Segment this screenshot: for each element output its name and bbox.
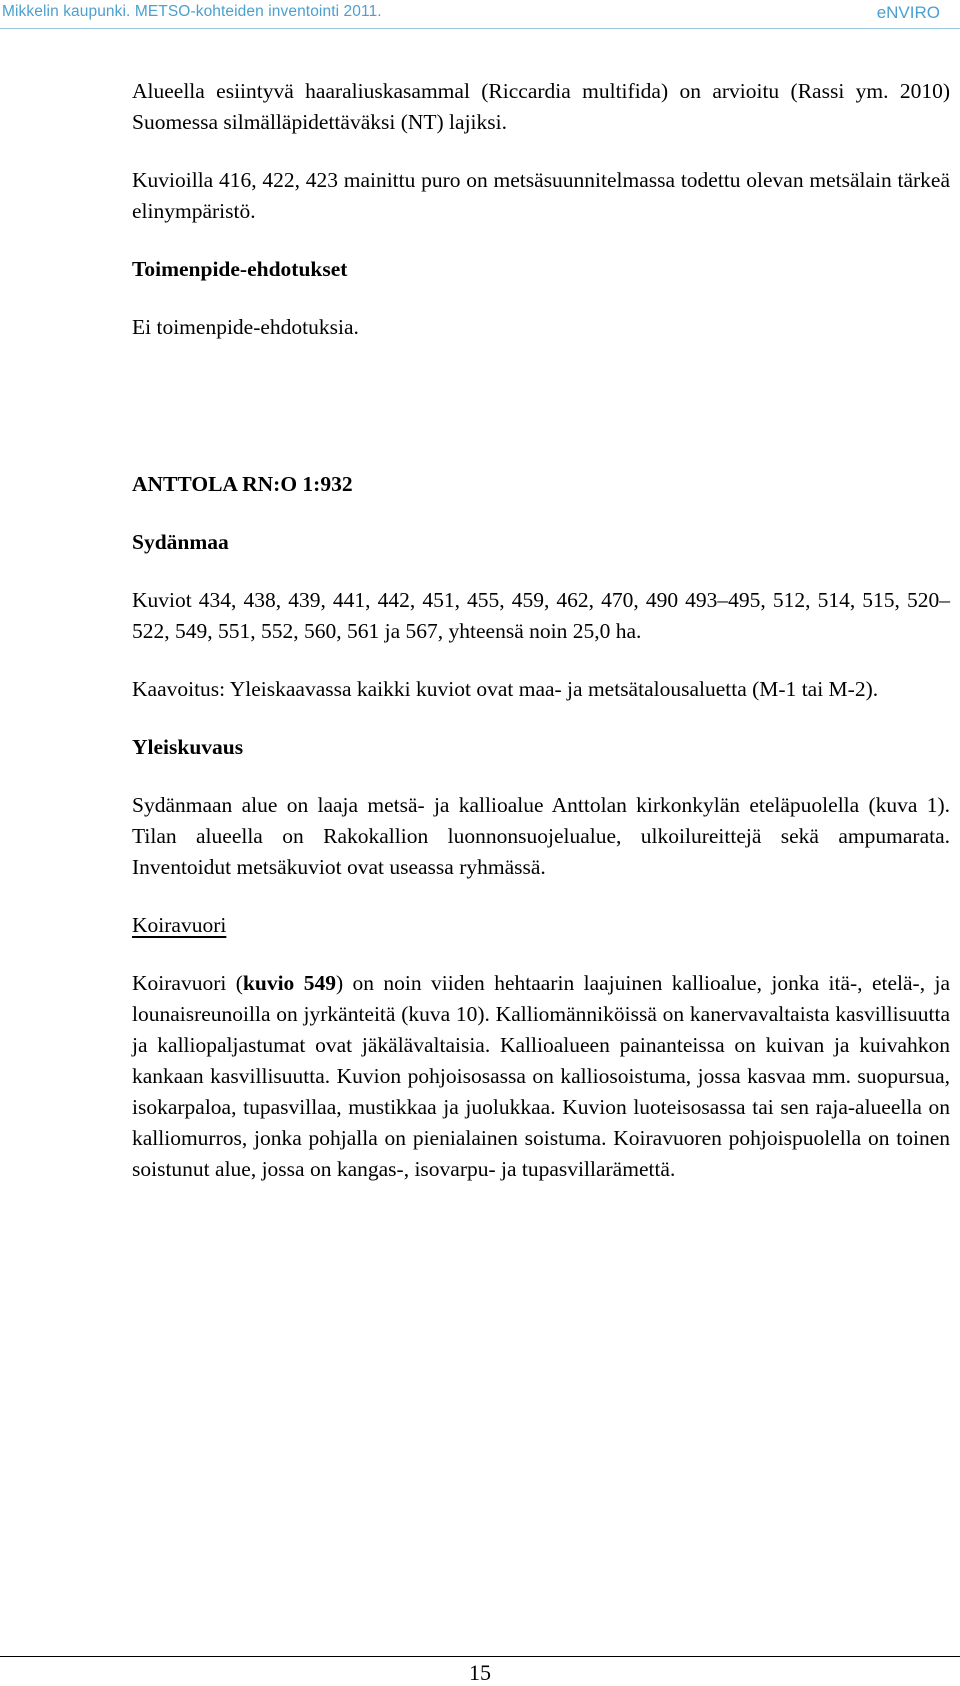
page-number: 15 [469,1660,491,1685]
paragraph-riccardia: Alueella esiintyvä haaraliuskasammal (Riccardia multifida) on arvioitu (Rassi ym. 2010) Suomessa silmälläpidettäväksi (NT) lajiksi. [132,79,950,134]
paragraph-koiravuori [132,968,950,1185]
page-header [0,0,960,30]
paragraph-kaavoitus: Kaavoitus: Yleiskaavassa kaikki kuviot ovat maa- ja metsätalousaluetta (M-1 tai M-2). [132,677,879,701]
paragraph-yleiskuvaus: Sydänmaan alue on laaja metsä- ja kallioalue Anttolan kirkonkylän eteläpuolella (kuva 1). Tilan alueella on Rakokallion luonnonsuojelualue, ulkoilureittejä sekä ampumarata. Inventoidut metsäkuviot ovat useassa ryhmässä. [132,793,950,879]
paragraph-puro: Kuvioilla 416, 422, 423 mainittu puro on metsäsuunnitelmassa todettu olevan metsälain tärkeä elinympäristö. [132,168,950,223]
heading-toimenpide-ehdotukset: Toimenpide-ehdotukset [132,257,348,281]
paragraph-ei-toimenpiteita: Ei toimenpide-ehdotuksia. [132,315,359,339]
koiravuori-text-rest: ) on noin viiden hehtaarin laajuinen kallioalue, jonka itä-, etelä-, ja lounaisreunoilla on jyrkänteitä (kuva 10). Kalliomänniköissä on kanervavaltaista kasvillisuutta ja kalliopaljastumat ovat jäkälävaltaisia. Kallioalueen painanteissa on kuivan ja kuivahkon kankaan kasvillisuutta. Kuvion pohjoisosassa on kalliosoistuma, jossa kasvaa mm. suopursua, isokarpaloa, tupasvillaa, mustikkaa ja juolukkaa. Kuvion luoteisosassa tai sen raja-alueella on kalliomurros, jonka pohjalla on pienialainen soistuma. Koiravuoren pohjoispuolella on toinen soistunut alue, jossa on kangas-, isovarpu- ja tupasvillarämettä. [132,971,950,1181]
footer-divider [0,1656,960,1657]
kuvio-549-label: kuvio 549 [242,971,336,995]
heading-anttola: ANTTOLA RN:O 1:932 [132,472,353,496]
document-body [132,76,950,1185]
paragraph-kuviot: Kuviot 434, 438, 439, 441, 442, 451, 455, 459, 462, 470, 490 493–495, 512, 514, 515, 520–522, 549, 551, 552, 560, 561 ja 567, yhteensä noin 25,0 ha. [132,588,950,643]
koiravuori-text-start: Koiravuori ( [132,971,243,995]
heading-sydanmaa: Sydänmaa [132,530,229,554]
enviro-logo: eNVIRO [876,3,940,22]
heading-yleiskuvaus: Yleiskuvaus [132,735,244,759]
header-title: Mikkelin kaupunki. METSO-kohteiden inventointi 2011. [2,3,382,20]
header-divider [0,28,960,29]
heading-koiravuori: Koiravuori [132,913,227,937]
